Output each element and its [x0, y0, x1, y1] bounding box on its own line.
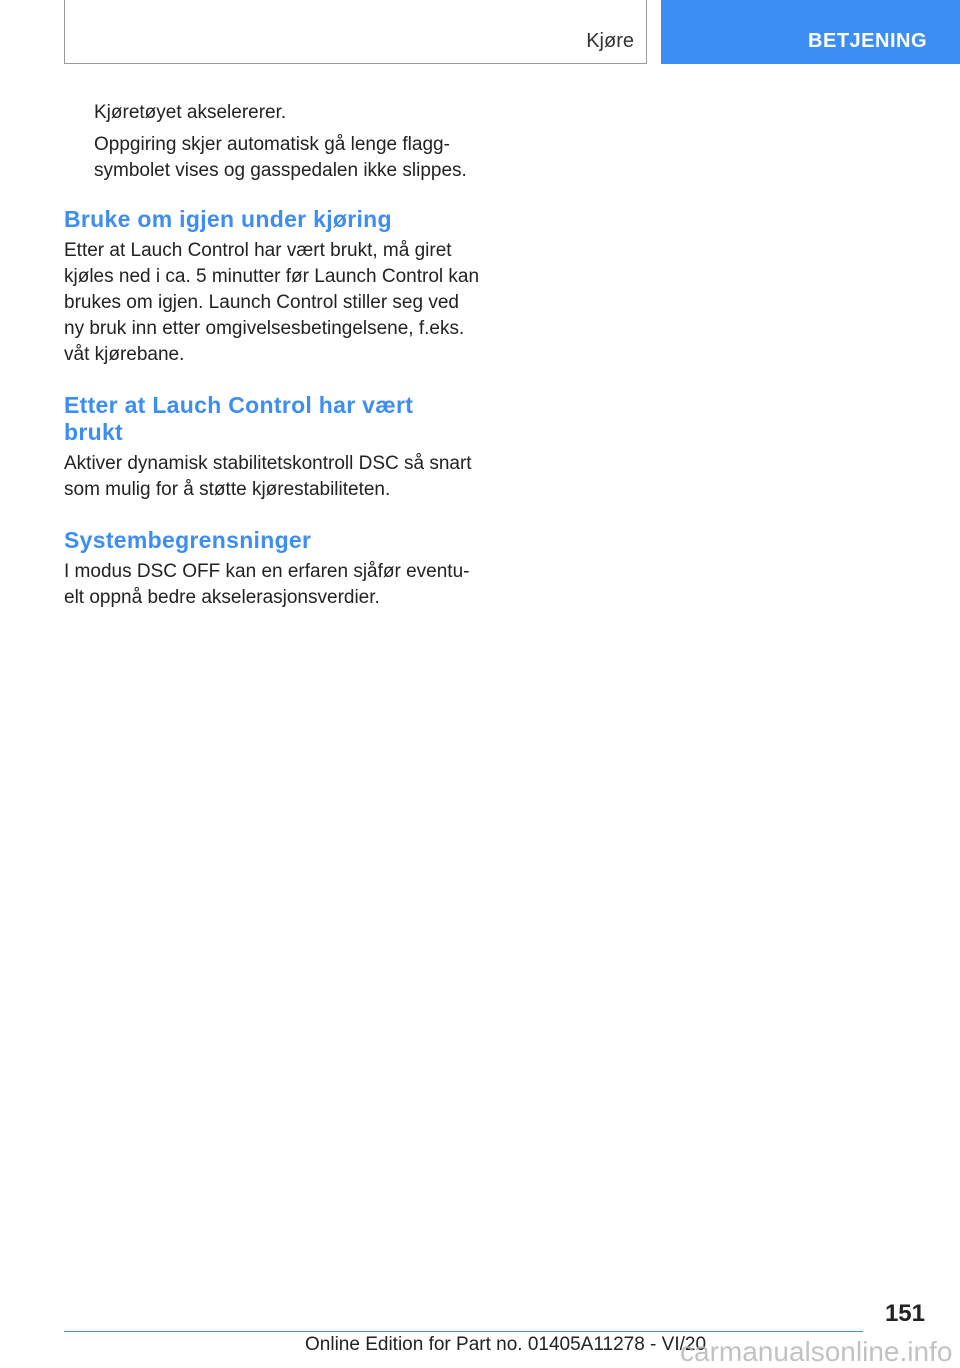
body-line: som mulig for å støtte kjørestabiliteten.	[64, 479, 391, 500]
body-line: Etter at Lauch Control har vært brukt, må giret	[64, 240, 452, 261]
body-line: Aktiver dynamisk stabilitetskontroll DSC så snart	[64, 453, 472, 474]
section-heading: brukt	[64, 419, 123, 445]
watermark: carmanualsonline.info	[680, 1336, 953, 1367]
page-content	[64, 100, 489, 611]
header-section-title: BETJENING	[808, 30, 927, 52]
footer-divider	[64, 1331, 863, 1332]
body-line: kjøles ned i ca. 5 minutter før Launch Control kan	[64, 266, 480, 287]
section-reuse-while-driving	[64, 206, 489, 368]
body-line: våt kjørebane.	[64, 344, 185, 365]
footer-edition: Online Edition for Part no. 01405A11278 - VI/20	[305, 1334, 707, 1355]
section-heading: Etter at Lauch Control har vært	[64, 392, 414, 418]
section-heading: Bruke om igjen under kjøring	[64, 206, 392, 232]
section-after-launch-control	[64, 392, 489, 503]
body-line: ny bruk inn etter omgivelsesbetingelsene, f.eks.	[64, 318, 465, 339]
body-line: elt oppnå bedre akselerasjonsverdier.	[64, 587, 380, 608]
intro-line: symbolet vises og gasspedalen ikke slippes.	[94, 160, 467, 181]
section-heading: Systembegrensninger	[64, 527, 312, 553]
intro-line: Oppgiring skjer automatisk gå lenge flagg-	[94, 134, 450, 155]
page-number: 151	[884, 1300, 925, 1327]
body-line: brukes om igjen. Launch Control stiller seg ved	[64, 292, 459, 313]
intro-line: Kjøretøyet akselererer.	[94, 102, 287, 123]
section-system-limits	[64, 527, 489, 611]
header-section-tab	[661, 0, 960, 64]
body-line: I modus DSC OFF kan en erfaren sjåfør eventu-	[64, 561, 470, 582]
header-chapter-box	[64, 0, 647, 64]
header-chapter-title: Kjøre	[586, 30, 634, 52]
